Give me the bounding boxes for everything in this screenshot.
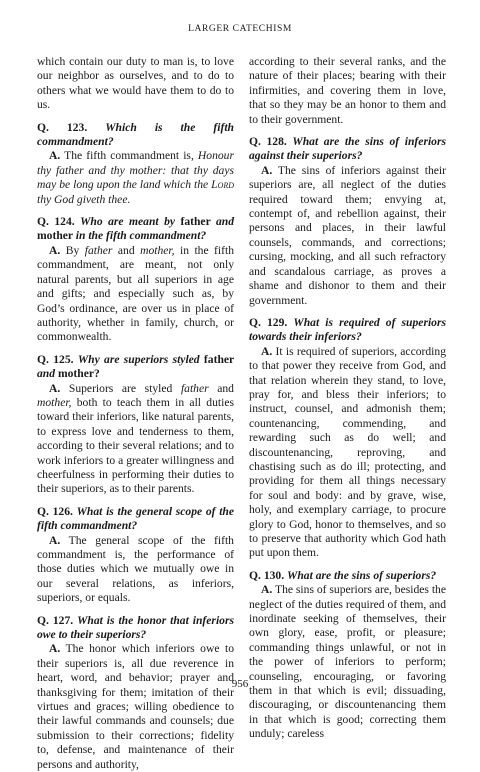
question-123: [37, 121, 234, 150]
question-number: Q. 130.: [249, 568, 285, 582]
answer-label: A.: [49, 533, 61, 547]
answer-label: A.: [261, 163, 273, 177]
question-number: Q. 124.: [37, 215, 75, 229]
answer-text: The sins of superiors are, besides the neglect of the duties required of them, and inordinate seeking of themselves, their own glory, ease, profit, or pleasure; commanding things unlawful, or not in the power of inferiors to perform; counseling, encouraging, or favoring them in that which is evil; dissuading, discouraging, or discountenancing them in that which is good; correcting them unduly; careless: [249, 583, 446, 741]
answer-term: father: [180, 381, 209, 395]
question-term: mother?: [57, 367, 100, 381]
question-text: What are the sins of inferiors against their superiors?: [249, 135, 446, 163]
question-text: What is required of superiors towards their inferiors?: [249, 315, 447, 344]
question-number: Q. 125.: [37, 352, 74, 366]
answer-term: father: [84, 243, 113, 257]
question-number: Q. 123.: [37, 120, 88, 134]
answer-term: mother,: [37, 395, 72, 409]
answer-123: [37, 149, 234, 207]
answer-label: A.: [261, 583, 273, 597]
answer-128: [249, 164, 446, 308]
answer-quote: Honour thy father and thy mother: that thy days may be long upon the land which the: [37, 149, 234, 192]
question-term: father: [203, 352, 234, 366]
question-text: What is the honor that inferiors owe to their superiors?: [37, 613, 234, 642]
answer-text: By: [65, 243, 80, 257]
lord-small-caps: Lord: [211, 178, 234, 192]
page-number: 956: [231, 678, 249, 690]
answer-text: and: [217, 381, 234, 395]
question-term: father: [180, 215, 211, 229]
answer-126: [37, 534, 234, 606]
answer-text: in the fifth commandment, are meant, not only natural parents, but all superiors in age and gifts; and especially such as, by God’s ordinance, are over us in place of authority, whether in family, church, or commonwealth.: [37, 243, 235, 344]
answer-term: mother,: [140, 243, 175, 257]
question-126: [37, 505, 234, 534]
question-125: [37, 353, 234, 382]
question-number: Q. 128.: [249, 135, 287, 149]
question-text: What are the sins of superiors?: [287, 568, 437, 582]
left-column: [37, 55, 234, 772]
answer-text: both to teach them in all duties toward their inferiors, like natural parents, to express love and tenderness to them, according to their several relations; and to work inferiors to a greater willingness and cheerfulness in performing their duties to their superiors, as to their parents.: [37, 395, 234, 496]
answer-127: [37, 642, 234, 772]
answer-label: A.: [49, 243, 61, 257]
question-124: [37, 215, 234, 244]
question-128: [249, 135, 446, 164]
answer-text: The honor which inferiors owe to their superiors is, all due reverence in heart, word, and behavior; prayer and thanksgiving for them; imitation of their virtues and graces; willing obedience to their lawful commands and counsels; due submission to their corrections; fidelity to, defense, and maintenance of their persons and authority,: [37, 642, 234, 771]
answer-text: The general scope of the fifth commandment is, the performance of those duties which we mutually owe in our several relations, as inferiors, superiors, or equals.: [37, 533, 234, 605]
answer-text: Superiors are styled: [68, 381, 173, 395]
question-term: mother: [37, 229, 73, 243]
question-number: Q. 129.: [249, 315, 288, 329]
question-127: [37, 614, 234, 643]
question-number: Q. 127.: [37, 613, 74, 627]
answer-label: A.: [261, 344, 273, 358]
question-129: [249, 316, 446, 345]
question-130: [249, 569, 446, 583]
answer-129: [249, 345, 446, 561]
right-column: [249, 55, 446, 742]
answer-label: A.: [49, 149, 61, 163]
continuation-text: which contain our duty to man is, to love our neighbor as ourselves, and to do to others what we would have them to do to us.: [37, 55, 234, 112]
answer-text: It is required of superiors, according to that power they receive from God, and that relation wherein they stand, to love, pray for, and bless their inferiors; to instruct, counsel, and admonish them; countenancing, commending, and rewarding such as do well; and discountenancing, reproving, and chastising such as do ill; protecting, and providing for them all things necessary for soul and body: and by grave, wise, holy, and exemplary carriage, to procure glory to God, honor to themselves, and so to preserve that authority which God hath put upon them.: [249, 344, 446, 560]
answer-quote-end: thy God giveth thee.: [37, 192, 131, 206]
answer-124: [37, 244, 234, 345]
answer-label: A.: [49, 642, 61, 656]
answer-text: The fifth commandment is,: [64, 149, 194, 163]
question-text: and: [37, 367, 56, 381]
answer-label: A.: [49, 381, 61, 395]
question-text: Which is the fifth commandment?: [37, 120, 234, 149]
continuation-text: according to their several ranks, and the nature of their places; bearing with their infirmities, and covering them in love, that so they may be an honor to them and to their government.: [249, 55, 446, 126]
question-number: Q. 126.: [37, 504, 73, 518]
question-text: Why are superiors styled: [77, 352, 200, 366]
answer-text: and: [117, 243, 135, 257]
answer-text: The sins of inferiors against their superiors are, all neglect of the duties required toward them; envying at, contempt of, and rebellion against, their persons and places, in their lawful counsels, commands, and corrections; cursing, mocking, and all such refractory and scandalous carriage, as proves a shame and dishonor to them and their government.: [249, 163, 446, 307]
answer-125: [37, 382, 234, 497]
running-head: LARGER CATECHISM: [188, 24, 292, 34]
question-text: Who are meant by: [80, 215, 176, 229]
question-text: and: [215, 215, 235, 229]
question-text: in the fifth commandment?: [75, 229, 207, 243]
answer-130: [249, 583, 446, 741]
question-text: What is the general scope of the fifth commandment?: [37, 504, 235, 533]
